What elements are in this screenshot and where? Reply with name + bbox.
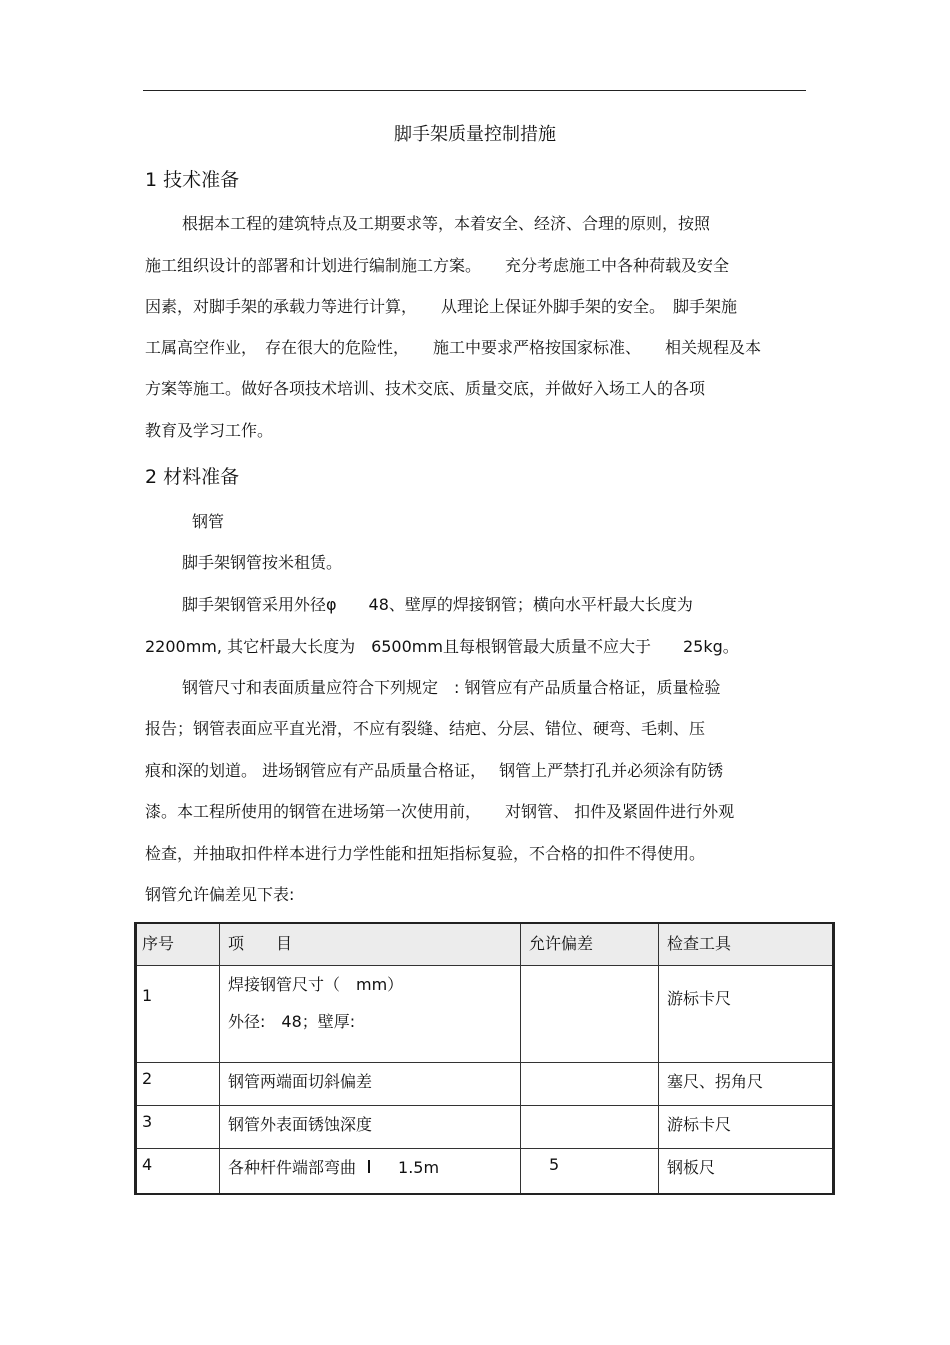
header-rule — [143, 90, 806, 91]
row-no: 2 — [136, 1063, 220, 1106]
row-item-line: 外径: 48；壁厚: — [228, 1012, 356, 1031]
header-item: 项 目 — [220, 923, 521, 966]
row-tolerance — [521, 966, 659, 1063]
row-tool: 钢板尺 — [659, 1149, 834, 1195]
table-row — [136, 966, 834, 1063]
section1-line: 施工组织设计的部署和计划进行编制施工方案。 充分考虑施工中各种荷载及安全 — [145, 256, 730, 275]
row-tolerance: 5 — [521, 1149, 659, 1195]
row-item-extra: 1.5m — [398, 1158, 440, 1177]
section2-paragraph: 钢管尺寸和表面质量应符合下列规定 : 钢管应有产品质量合格证，质量检验 — [182, 678, 721, 697]
row-tool: 游标卡尺 — [659, 966, 834, 1063]
row-item: 钢管外表面锈蚀深度 — [220, 1106, 521, 1149]
row-item: 钢管两端面切斜偏差 — [220, 1063, 521, 1106]
row-item-line: 焊接钢管尺寸（ mm） — [228, 975, 404, 994]
header-tolerance: 允许偏差 — [521, 923, 659, 966]
row-no: 1 — [136, 966, 220, 1063]
tolerance-table — [134, 922, 835, 1195]
row-item — [220, 966, 521, 1063]
section2-paragraph: 检查，并抽取扣件样本进行力学性能和扭矩指标复验，不合格的扣件不得使用。 — [145, 844, 706, 863]
section2-paragraph: 报告；钢管表面应平直光滑，不应有裂缝、结疤、分层、错位、硬弯、毛刺、压 — [145, 719, 706, 738]
header-no: 序号 — [136, 923, 220, 966]
section2-subheading: 钢管 — [192, 512, 225, 531]
document-title: 脚手架质量控制措施 — [394, 124, 556, 145]
section2-paragraph: 钢管允许偏差见下表: — [145, 885, 295, 904]
section1-line: 根据本工程的建筑特点及工期要求等，本着安全、经济、合理的原则，按照 — [182, 214, 711, 233]
row-no: 4 — [136, 1149, 220, 1195]
section1-line: 方案等施工。做好各项技术培训、技术交底、质量交底，并做好入场工人的各项 — [145, 379, 706, 398]
section2-paragraph: 2200mm, 其它杆最大长度为 6500mm且每根钢管最大质量不应大于 25kg。 — [145, 637, 739, 656]
row-no: 3 — [136, 1106, 220, 1149]
table-row — [136, 1063, 834, 1106]
table-row — [136, 1149, 834, 1195]
section2-paragraph: 脚手架钢管按米租赁。 — [182, 553, 343, 572]
row-item-text: 各种杆件端部弯曲 — [228, 1158, 357, 1177]
row-tolerance — [521, 1106, 659, 1149]
section2-paragraph: 脚手架钢管采用外径φ 48、壁厚的焊接钢管；横向水平杆最大长度为 — [182, 595, 693, 614]
section1-heading: 1 技术准备 — [145, 169, 240, 191]
table-header-row — [136, 923, 834, 966]
section2-heading: 2 材料准备 — [145, 466, 240, 488]
table-row — [136, 1106, 834, 1149]
row-item — [220, 1149, 521, 1195]
row-tool: 塞尺、拐角尺 — [659, 1063, 834, 1106]
section2-paragraph: 漆。本工程所使用的钢管在进场第一次使用前， 对钢管、 扣件及紧固件进行外观 — [145, 802, 735, 821]
row-tool: 游标卡尺 — [659, 1106, 834, 1149]
header-tool: 检查工具 — [659, 923, 834, 966]
section1-line: 工属高空作业， 存在很大的危险性， 施工中要求严格按国家标准、 相关规程及本 — [145, 338, 762, 357]
row-tolerance — [521, 1063, 659, 1106]
section1-line: 教育及学习工作。 — [145, 421, 274, 440]
section2-paragraph: 痕和深的划道。 进场钢管应有产品质量合格证， 钢管上严禁打孔并必须涂有防锈 — [145, 761, 724, 780]
vertical-bar-mark — [368, 1160, 370, 1173]
section1-line: 因素，对脚手架的承载力等进行计算， 从理论上保证外脚手架的安全。 脚手架施 — [145, 297, 738, 316]
